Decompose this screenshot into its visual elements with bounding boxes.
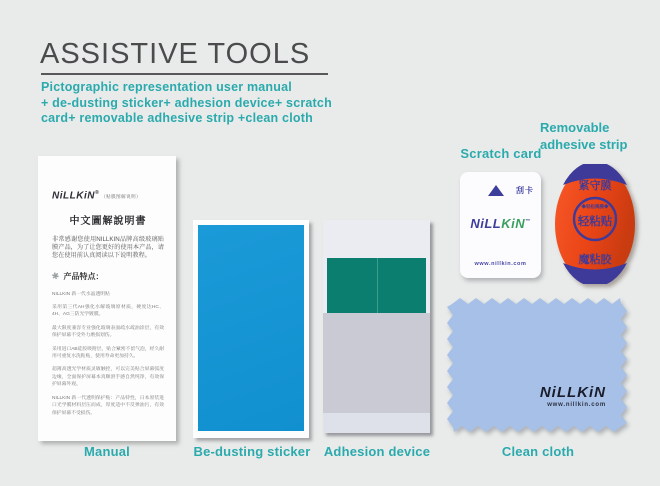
adhesion-device-body <box>323 313 430 413</box>
subtitle-line-2: + de-dusting sticker+ adhesion device+ scratch <box>41 95 332 110</box>
dedusting-sticker-surface <box>198 225 304 431</box>
adhesive-strip-circle-arc-text: ◆轻松揭膜◆ <box>581 204 609 209</box>
subtitle-line-1: Pictographic representation user manual <box>41 80 292 94</box>
adhesive-strip-graphic <box>554 164 636 284</box>
registered-icon: ® <box>94 190 100 196</box>
manual-paragraph: 采用第三代AH强化水解玻璃原材质，硬度达HC、4H、AG三防光学镀膜。 <box>52 304 164 318</box>
manual-paragraph: NILLKIN 新一代水晶透明贴 <box>52 291 110 297</box>
scratch-card-corner-text: 刮卡 <box>516 186 534 195</box>
scratch-card-label: Scratch card <box>460 146 542 161</box>
adhesive-strip-bottom-text: 魔粘胶 <box>578 254 612 266</box>
adhesion-device-label: Adhesion device <box>323 444 431 459</box>
triangle-icon <box>488 185 504 196</box>
scratch-card-url: www.nillkin.com <box>474 261 527 267</box>
clean-cloth-brand: NiLLKiN <box>539 384 606 401</box>
manual-paper <box>38 156 176 441</box>
adhesive-strip-circle-text: 轻粘贴 <box>577 216 613 228</box>
adhesion-device-top <box>323 220 430 258</box>
dedusting-sticker <box>193 220 309 438</box>
clean-cloth-label: Clean cloth <box>501 444 575 459</box>
manual-intro-text: 非常感谢您使用NILLKIN品牌高级玻璃贴膜产品，为了让您更好的使用本产品，请您在使用前认真阅读以下说明教程。 <box>52 236 164 260</box>
page-subtitle <box>41 80 332 127</box>
adhesive-strip-label-line-2: adhesive strip <box>540 137 628 152</box>
manual-paragraph: NILLKIN 新一代透明保护贴：产品特性，日本原装进口光学膜材料层压而成，厚度适中不反弹油污，有效保护屏幕不受损伤。 <box>52 395 164 416</box>
page-title: ASSISTIVE TOOLS <box>40 38 311 70</box>
manual-paragraph: 采用进口AB硅胶吸附层，贴合紧密不留气泡，经久耐用可重复水洗粘贴，使用寿命更加持久。 <box>52 346 164 360</box>
adhesion-device-green-band <box>327 258 426 313</box>
flower-icon: ✱ <box>50 270 61 283</box>
clean-cloth-shape <box>447 298 627 432</box>
dedusting-sticker-label: Be-dusting sticker <box>193 444 311 459</box>
manual-paragraph: 最大限度兼容专业强化玻璃表面疏水疏油涂层，有效保护屏幕不受外力磨损划伤。 <box>52 325 164 339</box>
removable-adhesive-strip <box>554 164 636 284</box>
adhesive-strip-top-text: 紧守膜 <box>578 180 612 192</box>
clean-cloth-graphic <box>446 297 630 437</box>
manual-logo-suffix: （贴膜图解说明） <box>101 194 142 200</box>
adhesion-device-bottom <box>323 413 430 433</box>
clean-cloth-url: www.nillkin.com <box>547 402 606 408</box>
manual-brand-logo: NiLLKiN®（贴膜图解说明） <box>52 190 142 202</box>
subtitle-line-3: card+ removable adhesive strip +clean cloth <box>41 111 313 125</box>
manual-paragraph: 超薄高透光学材质灵敏触控，可以完美贴合屏幕弧度边缘，全面保护屏幕本真顺滑手感自然纯净，有效保护屏幕外观。 <box>52 367 164 388</box>
manual-label: Manual <box>84 444 130 459</box>
clean-cloth <box>446 297 630 437</box>
scratch-card-logo: NiLLKiN™ <box>470 216 531 231</box>
adhesive-strip-label-line-1: Removable <box>540 120 610 135</box>
adhesion-device-seam <box>377 258 378 313</box>
clean-cloth-logo <box>446 384 606 408</box>
title-underline <box>41 73 328 75</box>
manual-section-heading: ✱ 产品特点： <box>50 270 104 283</box>
manual-doc-title: 中文圖解說明書 <box>69 216 147 228</box>
adhesive-strip-label <box>540 119 627 153</box>
adhesion-device <box>323 220 430 433</box>
scratch-card <box>460 172 541 278</box>
trademark-icon: ™ <box>525 218 531 225</box>
